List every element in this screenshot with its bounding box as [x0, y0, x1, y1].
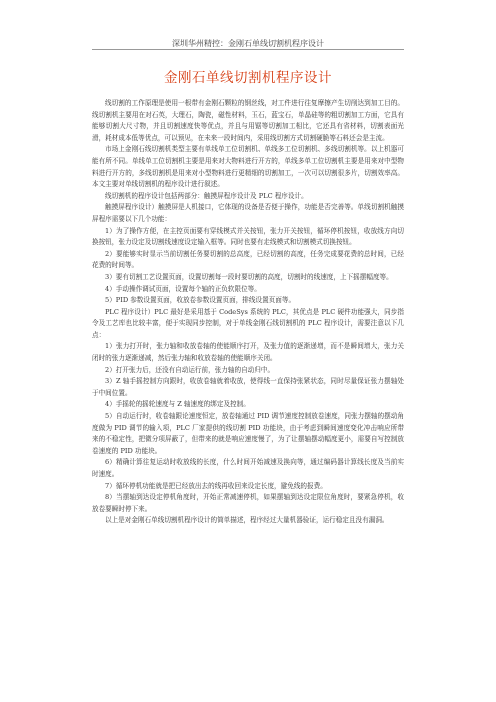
list-item: 4）手摇轮的摇轮速度与 Z 轴速度的绑定及控制。 — [105, 400, 250, 409]
paragraph-intro: 线切割的工作原理是使用一根带有金刚石颗粒的钢丝线，对工件进行往复摩擦产生切削达到加工目的。线切割机主要用在对石英，大理石，陶瓷，磁性材料，玉石，蓝宝石，单晶硅等的粗切割加工方面，它具有能够切割大尺寸物，并且切割速度快等优点，并且与用锯等切割加工相比，它还具有省材料，切割表面光滑，耗材成本低等优点，可以预见，在未来一段时间内，采用线切割方式切割硬脆等石料还会是主流。 — [92, 99, 404, 142]
paragraph-plc: PLC 程序设计）PLC 最好是采用基于 CodeSys 系统的 PLC，其优点是 PLC 硬件功能强大，同步指令及工艺库也比较丰富，便于实现同步控制，对于单线金刚石线切割机的 PLC 程序设计，需要注意以下几点： — [92, 307, 404, 339]
list-item: 3）Z 轴手摇控制方向跟时，收放卷轴就着收放，使得线一直保持张紧状态，同时尽量保证张力摆轴处于中间位置。 — [92, 377, 404, 397]
list-item: 1）张力打开时，张力轴和收放卷轴的使能顺序打开，及张力值的逐渐递增，而不是瞬间增大，张力关闭时的张力逐渐递减，然后张力轴和收放卷轴的使能顺序关闭。 — [92, 342, 404, 363]
list-item: 6）精确计算往复运动时收放线的长度，什么时间开始减速及换向等，通过编码器计算线长度及当前实时速度。 — [92, 458, 404, 478]
list-item: 2）要能够实时显示当前切割任务要切割的总高度，已经切割的高度，任务完成要花费的总时间，已经花费的时间等。 — [92, 249, 404, 270]
document-title: 金刚石单线切割机程序设计 — [164, 70, 332, 86]
paragraph-program-parts: 线切割机的程序设计包括两部分：触摸屏程序设计及 PLC 程序设计。 — [105, 191, 308, 200]
header-divider — [92, 49, 404, 50]
list-item: 5）PID 参数设置页面，收放卷参数设置页面，排线设置页面等。 — [105, 296, 296, 305]
document-body — [92, 98, 404, 527]
list-item: 7）循环停机功能就是把已经放出去的线再收回来设定长度，避免线的报费。 — [105, 481, 327, 490]
paragraph-conclusion: 以上是对金刚石单线切割机程序设计的简单描述，程序经过大量机器验证，运行稳定且没有漏洞。 — [105, 516, 389, 525]
paragraph-touchscreen: 触摸屏程序设计）触摸屏是人机接口，它体现的设备是否便于操作，功能是否完善等。单线切割机触摸屏程序需要以下几个功能： — [92, 203, 404, 223]
page-header: 深圳华州精控：金刚石单线切割机程序设计 — [172, 39, 324, 48]
list-item: 8）当摆轴到达设定停机角度时，开始正常减速停机，如果摆轴到达设定限位角度时，要紧急停机，收放卷要瞬时停下来。 — [92, 493, 404, 513]
list-item: 4）手动操作调试页面，设置每个轴的正负软限位等。 — [105, 284, 261, 293]
list-item: 1）为了操作方便，在主控页面要有穿线模式并关按钮，张力开关按钮，循环停机按钮，收放线方向切换按钮，张力设定及切割线速度设定输入框等。同时也要有走线模式和切割模式切换按钮。 — [92, 226, 404, 247]
list-item: 3）要有切割工艺设置页面，设置切割每一段时要切割的高度，切割时的线速度，上下摇摆幅度等。 — [105, 272, 393, 281]
list-item: 2）打开张力后，还没有自动运行前，张力轴的自动归中。 — [105, 365, 275, 374]
paragraph-market: 市场上金刚石线切割机类型主要有单线单工位切割机、单线多工位切割机、多线切割机等。以上机器可能有所不同。单线单工位切割机主要是用来对大物料进行开方的，单线多单工位切割机主要是用来对中型物料进行开方的，多线切割机是用来对小型物料进行更精细的切割加工，一次可以切割很多片，切割效率高。本文主要对单线切割机的程序设计进行叙述。 — [92, 145, 404, 189]
list-item: 5）自动运行时，收卷轴跟论速度恒定，放卷轴通过 PID 调节速度控制放卷速度，同张力摆轴的摆动角度做为 PID 调节的输入项，PLC 厂家提供的线切割 PID 功能块，由于考虑到瞬间速度变化冲击响应所带来的不稳定性，把微分项屏蔽了，但带来的就是响应速度慢了，为了让摆轴摆动幅度更小，需要自写控制放卷速度的 PID 功能块。 — [92, 412, 404, 455]
